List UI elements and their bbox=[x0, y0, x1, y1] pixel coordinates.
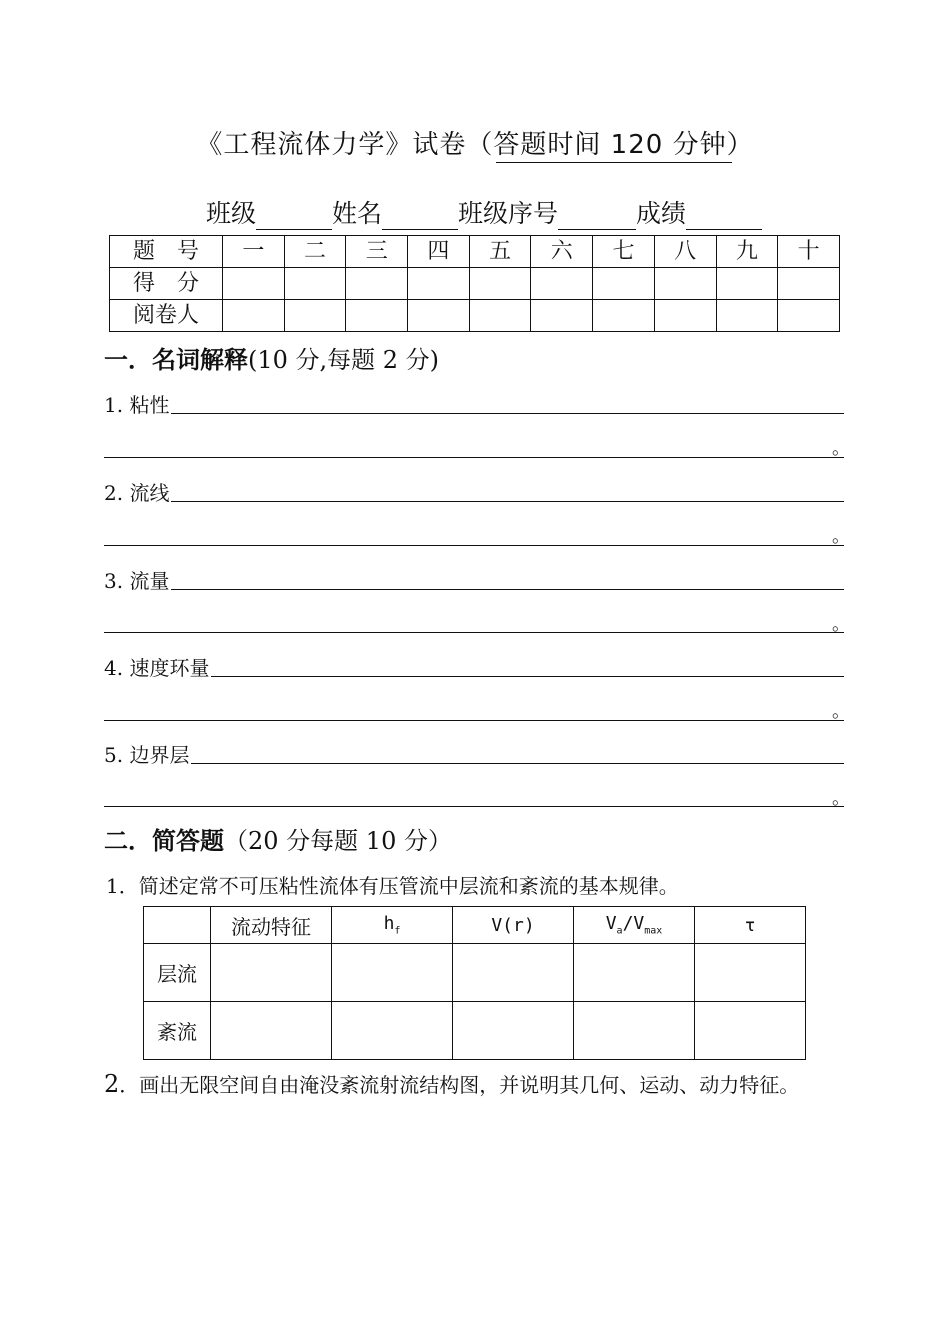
vmax-symbol: /V bbox=[622, 913, 645, 935]
answer-line[interactable] bbox=[104, 457, 844, 458]
exam-duration: 答题时间 120 分钟 bbox=[493, 130, 727, 160]
col-velocity-ratio bbox=[574, 907, 695, 944]
class-field[interactable] bbox=[256, 201, 332, 230]
col-flow-feature: 流动特征 bbox=[211, 907, 332, 944]
end-mark: 。 bbox=[832, 788, 850, 809]
question-number: 二 bbox=[284, 236, 346, 268]
answer-cell[interactable] bbox=[332, 944, 453, 1002]
question-number: 五 bbox=[469, 236, 531, 268]
grade-field[interactable] bbox=[686, 201, 762, 230]
answer-line[interactable] bbox=[104, 545, 844, 546]
answer-cell[interactable] bbox=[695, 944, 806, 1002]
grade-label: 成绩 bbox=[636, 199, 687, 228]
turbulent-row bbox=[144, 1002, 806, 1060]
end-mark: 。 bbox=[832, 438, 850, 459]
grader-cell[interactable] bbox=[284, 300, 346, 332]
section1-note: (10 分,每题 2 分) bbox=[248, 346, 440, 374]
grader-cell[interactable] bbox=[716, 300, 778, 332]
seat-number-field[interactable] bbox=[558, 201, 636, 230]
question-number: 九 bbox=[716, 236, 778, 268]
grader-cell[interactable] bbox=[654, 300, 716, 332]
answer-line[interactable] bbox=[104, 763, 844, 764]
exam-title-main: 《工程流体力学》试卷（ bbox=[196, 130, 494, 160]
row-turbulent: 紊流 bbox=[144, 1002, 211, 1060]
grader-cell[interactable] bbox=[346, 300, 408, 332]
grader-cell[interactable] bbox=[593, 300, 655, 332]
question-2-number: 2 bbox=[104, 1070, 120, 1098]
answer-cell[interactable] bbox=[574, 1002, 695, 1060]
term-item-label: 4. 速度环量 bbox=[104, 652, 211, 681]
grader-row-label: 阅卷人 bbox=[110, 300, 223, 332]
answer-line[interactable] bbox=[104, 720, 844, 721]
term-item-label: 1. 粘性 bbox=[104, 389, 171, 418]
exam-title bbox=[0, 124, 950, 161]
name-label: 姓名 bbox=[332, 199, 383, 228]
section1-title: 一．名词解释 bbox=[104, 346, 248, 374]
answer-line[interactable] bbox=[104, 676, 844, 677]
exam-title-close: ） bbox=[726, 130, 754, 160]
score-cell[interactable] bbox=[778, 268, 840, 300]
term-item-label: 2. 流线 bbox=[104, 477, 171, 506]
col-head-loss bbox=[332, 907, 453, 944]
score-row bbox=[110, 268, 840, 300]
answer-cell[interactable] bbox=[211, 1002, 332, 1060]
answer-line[interactable] bbox=[104, 501, 844, 502]
duration-underline bbox=[496, 162, 732, 163]
seat-number-label: 班级序号 bbox=[458, 199, 559, 228]
answer-cell[interactable] bbox=[211, 944, 332, 1002]
grader-cell[interactable] bbox=[223, 300, 285, 332]
h-symbol: h bbox=[383, 913, 395, 935]
end-mark: 。 bbox=[832, 614, 850, 635]
score-cell[interactable] bbox=[469, 268, 531, 300]
grader-cell[interactable] bbox=[778, 300, 840, 332]
answer-line[interactable] bbox=[104, 806, 844, 807]
section2-title: 二．简答题 bbox=[104, 827, 224, 855]
term-item-label: 5. 边界层 bbox=[104, 739, 191, 768]
score-cell[interactable] bbox=[408, 268, 470, 300]
answer-cell[interactable] bbox=[332, 1002, 453, 1060]
term-item-label: 3. 流量 bbox=[104, 565, 171, 594]
score-table bbox=[109, 235, 840, 332]
col-shear-stress: τ bbox=[695, 907, 806, 944]
score-cell[interactable] bbox=[346, 268, 408, 300]
score-row-label: 得 分 bbox=[110, 268, 223, 300]
question-2-text: ．画出无限空间自由淹没紊流射流结构图，并说明其几何、运动、动力特征。 bbox=[119, 1073, 800, 1097]
score-cell[interactable] bbox=[531, 268, 593, 300]
flow-characteristics-table bbox=[143, 906, 806, 1060]
question-number: 六 bbox=[531, 236, 593, 268]
row-laminar: 层流 bbox=[144, 944, 211, 1002]
answer-cell[interactable] bbox=[453, 944, 574, 1002]
question-1: 1．简述定常不可压粘性流体有压管流中层流和紊流的基本规律。 bbox=[106, 874, 679, 898]
grader-cell[interactable] bbox=[469, 300, 531, 332]
score-cell[interactable] bbox=[223, 268, 285, 300]
end-mark: 。 bbox=[832, 526, 850, 547]
answer-cell[interactable] bbox=[695, 1002, 806, 1060]
question-number: 七 bbox=[593, 236, 655, 268]
question-number: 一 bbox=[223, 236, 285, 268]
question-number: 八 bbox=[654, 236, 716, 268]
col-velocity-profile: V(r) bbox=[453, 907, 574, 944]
answer-cell[interactable] bbox=[574, 944, 695, 1002]
answer-cell[interactable] bbox=[453, 1002, 574, 1060]
score-cell[interactable] bbox=[593, 268, 655, 300]
v-symbol: V bbox=[605, 913, 617, 935]
section2-heading bbox=[104, 821, 452, 856]
a-subscript: a bbox=[616, 925, 623, 937]
question-number: 十 bbox=[778, 236, 840, 268]
name-field[interactable] bbox=[382, 201, 458, 230]
question-number: 四 bbox=[408, 236, 470, 268]
answer-line[interactable] bbox=[104, 413, 844, 414]
question-2 bbox=[104, 1069, 799, 1098]
section2-note: （20 分每题 10 分） bbox=[224, 827, 452, 855]
grader-cell[interactable] bbox=[531, 300, 593, 332]
student-info bbox=[206, 194, 762, 230]
answer-line[interactable] bbox=[104, 632, 844, 633]
score-header-row bbox=[110, 236, 840, 268]
score-cell[interactable] bbox=[654, 268, 716, 300]
score-cell[interactable] bbox=[716, 268, 778, 300]
grader-row bbox=[110, 300, 840, 332]
grader-cell[interactable] bbox=[408, 300, 470, 332]
class-label: 班级 bbox=[206, 199, 257, 228]
max-subscript: max bbox=[644, 925, 663, 937]
score-cell[interactable] bbox=[284, 268, 346, 300]
flow-table-header bbox=[144, 907, 806, 944]
f-subscript: f bbox=[394, 925, 401, 937]
answer-line[interactable] bbox=[104, 589, 844, 590]
end-mark: 。 bbox=[832, 701, 850, 722]
question-number: 三 bbox=[346, 236, 408, 268]
question-number-header: 题 号 bbox=[110, 236, 223, 268]
corner-cell bbox=[144, 907, 211, 944]
laminar-row bbox=[144, 944, 806, 1002]
section1-heading bbox=[104, 340, 439, 375]
